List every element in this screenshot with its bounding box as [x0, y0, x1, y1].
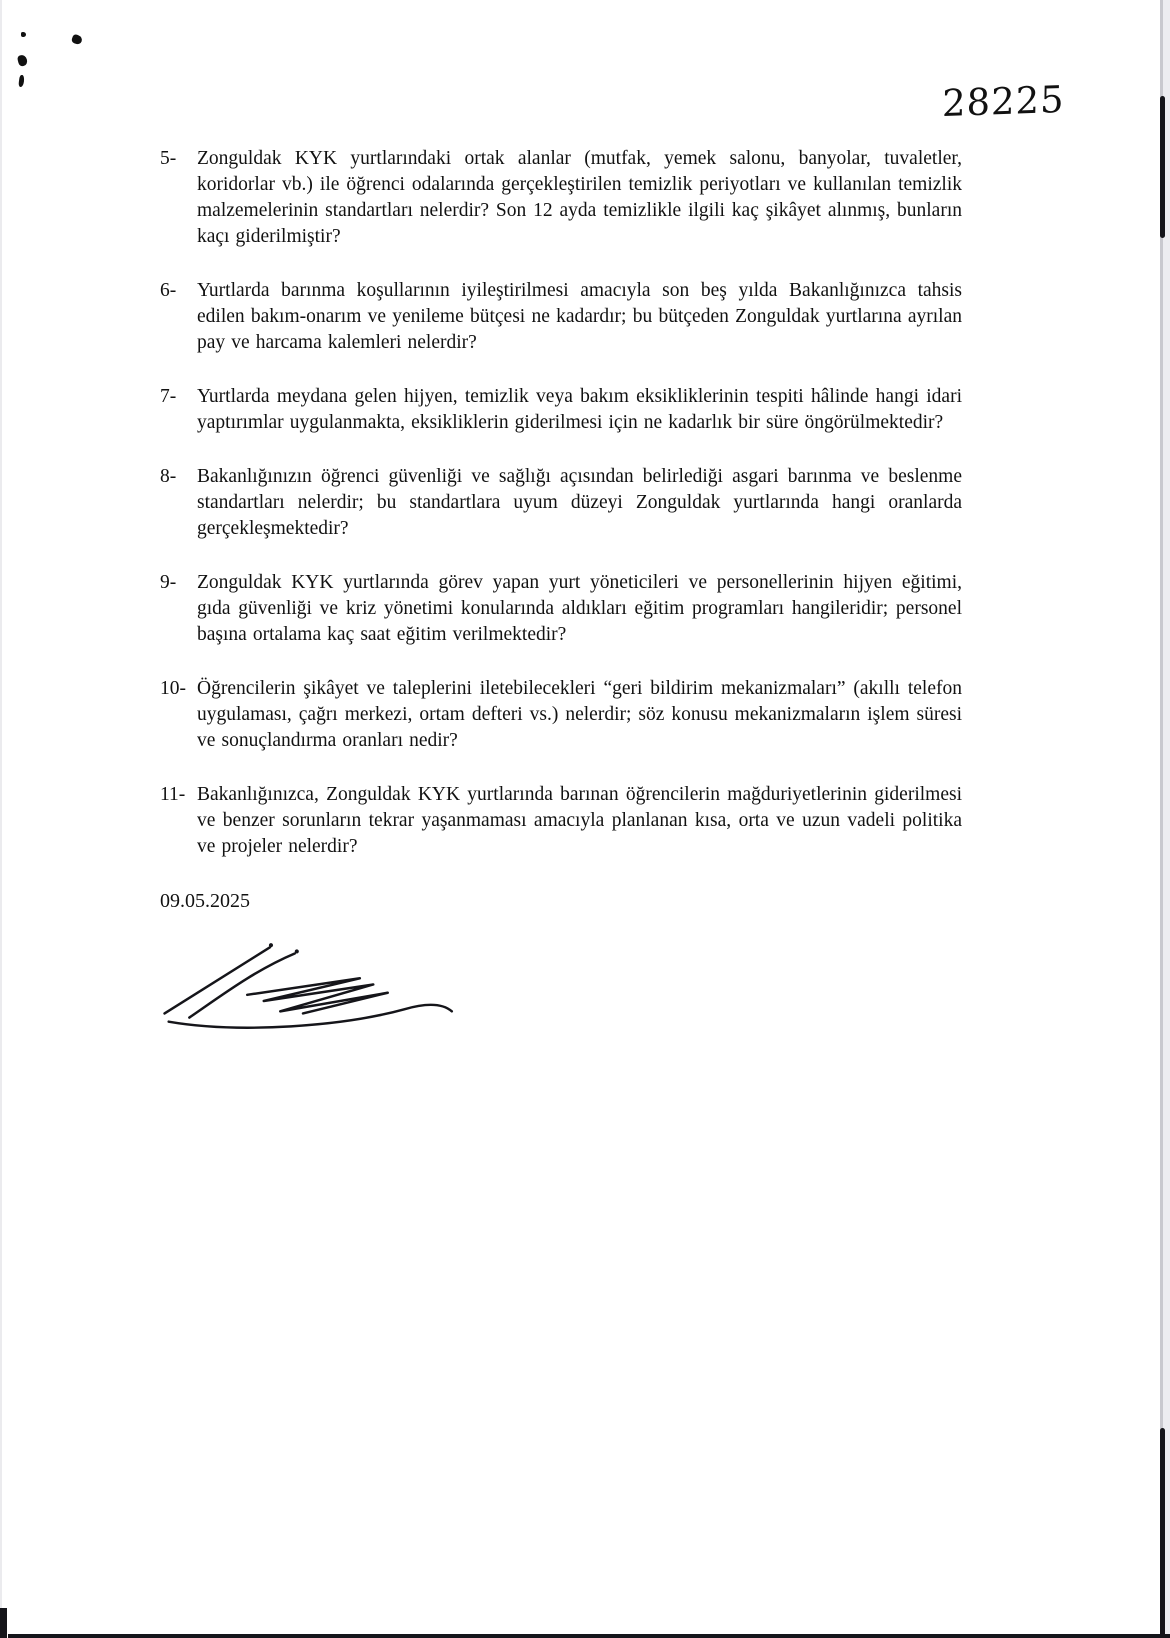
- signature-scribble: [148, 930, 458, 1040]
- scan-edge-right-line: [1160, 0, 1163, 1638]
- ink-speck: [18, 75, 25, 88]
- question-item: [160, 782, 962, 860]
- ink-speck: [17, 54, 29, 67]
- question-text: Yurtlarda barınma koşullarının iyileştirilmesi amacıyla son beş yılda Bakanlığınızca tahsis edilen bakım-onarım ve yenileme bütçesi ne kadardır; bu bütçeden Zonguldak yurtlarına ayrılan pay ve harcama kalemleri nelerdir?: [197, 280, 962, 353]
- question-item: [160, 384, 962, 436]
- question-text: Yurtlarda meydana gelen hijyen, temizlik veya bakım eksikliklerinin tespiti hâlinde hangi idari yaptırımlar uygulanmakta, eksikliklerin giderilmesi için ne kadarlık bir süre öngörülmektedir?: [197, 386, 962, 433]
- ink-speck: [21, 32, 26, 37]
- question-item: [160, 676, 962, 754]
- question-number: 8-: [160, 466, 177, 487]
- question-number: 9-: [160, 572, 177, 593]
- question-number: 5-: [160, 148, 177, 169]
- question-text: Bakanlığınızın öğrenci güvenliği ve sağlığı açısından belirlediği asgari barınma ve beslenme standartları nelerdir; bu standartlara uyum düzeyi Zonguldak yurtlarında hangi oranlarda gerçekleşmektedir?: [197, 466, 962, 539]
- document-date: 09.05.2025: [160, 890, 250, 912]
- question-text: Zonguldak KYK yurtlarındaki ortak alanlar (mutfak, yemek salonu, banyolar, tuvaletler, koridorlar vb.) ile öğrenci odalarında gerçekleştirilen temizlik periyotları ve kullanılan temizlik malzemelerinin standartları nelerdir? Son 12 ayda temizlikle ilgili kaç şikâyet alınmış, bunların kaçı giderilmiştir?: [197, 148, 962, 247]
- question-text: Öğrencilerin şikâyet ve taleplerini iletebilecekleri “geri bildirim mekanizmaları” (akıllı telefon uygulaması, çağrı merkezi, ortam defteri vs.) nelerdir; söz konusu mekanizmaların işlem süresi ve sonuçlandırma oranları nedir?: [197, 678, 962, 751]
- scan-edge-dark-segment-top: [1160, 96, 1165, 238]
- question-text: Zonguldak KYK yurtlarında görev yapan yurt yöneticileri ve personellerinin hijyen eğitimi, gıda güvenliği ve kriz yönetimi konularında aldıkları eğitim programları hangileridir; personel başına ortalama kaç saat eğitim verilmektedir?: [197, 572, 962, 645]
- scan-edge-right-band: [1163, 0, 1170, 1638]
- question-list: [160, 146, 962, 860]
- document-body: [160, 146, 962, 1040]
- question-item: [160, 278, 962, 356]
- scan-edge-left-line: [0, 0, 2, 1638]
- scan-edge-dark-segment-bottom: [1160, 1428, 1165, 1638]
- question-text: Bakanlığınızca, Zonguldak KYK yurtlarında barınan öğrencilerin mağduriyetlerinin giderilmesi ve benzer sorunların tekrar yaşanmaması amacıyla planlanan kısa, orta ve uzun vadeli politika ve projeler nelerdir?: [197, 784, 962, 857]
- scan-edge-bottom-line: [8, 1634, 1170, 1638]
- question-item: [160, 464, 962, 542]
- handwritten-signature: [148, 930, 458, 1040]
- question-item: [160, 570, 962, 648]
- scan-ink-mark-bottom-left: [0, 1608, 7, 1638]
- ink-speck: [71, 34, 83, 46]
- question-number: 10-: [160, 678, 186, 699]
- question-number: 11-: [160, 784, 186, 805]
- question-number: 6-: [160, 280, 177, 301]
- question-item: [160, 146, 962, 250]
- question-number: 7-: [160, 386, 177, 407]
- handwritten-folio-number: 28225: [941, 77, 1066, 126]
